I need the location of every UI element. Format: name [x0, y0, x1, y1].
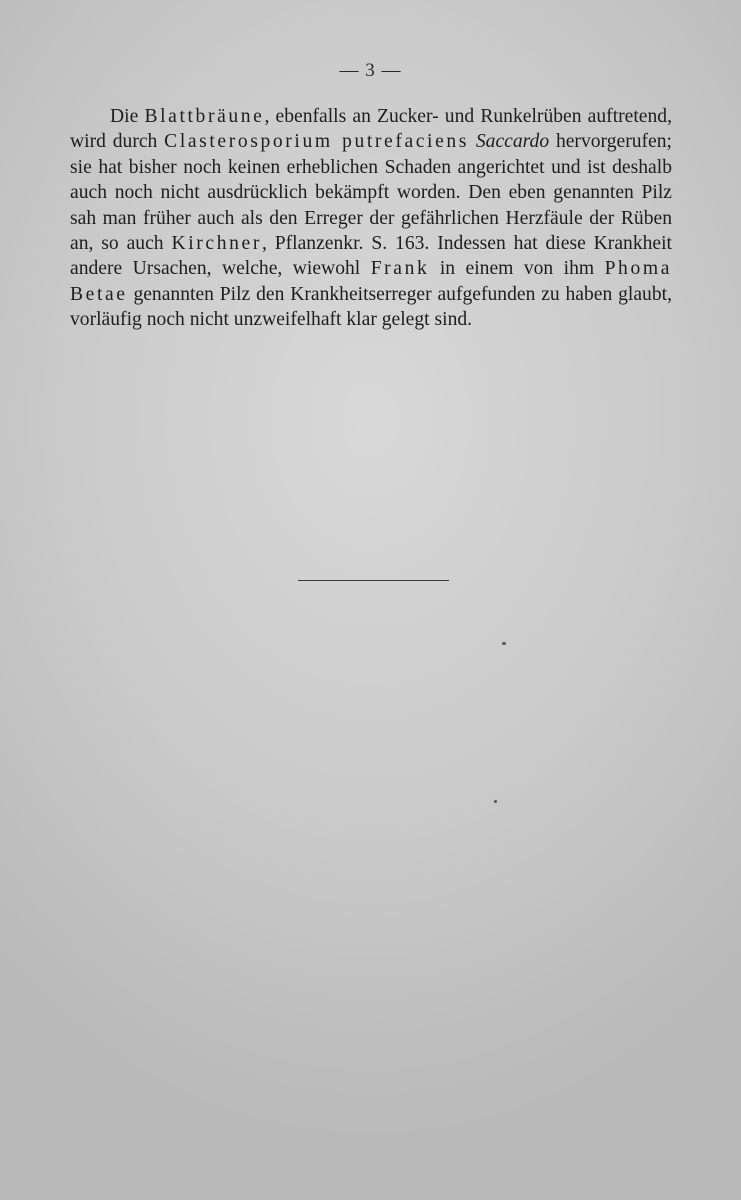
text-segment: , ebenfalls an Zucker- und Runkelrüben auftretend, wird durch [70, 106, 672, 153]
text-segment: genannten Pilz den Krankheitserreger aufgefunden zu haben glaubt, vorläufig noch nicht unzweifelhaft klar gelegt sind. [70, 283, 672, 331]
term-phoma-betae: Phoma Betae [70, 258, 672, 305]
page-number: — 3 — [339, 60, 402, 81]
paper-speck [494, 800, 497, 803]
text-segment: in einem von ihm [439, 258, 595, 280]
text-segment: hervorgerufen; sie hat bisher noch keinen erheblichen Schaden angerichtet und ist deshalb auch noch nicht ausdrücklich bekämpft worden. Den eben genannten Pilz sah man früher auch als den Erreger der gefährlichen Herzfäule der Rüben an, so auch [70, 131, 672, 255]
text-segment: , Pflanzenkr. S. 163. Indessen hat diese Krankheit andere Ursachen, welche, wiewohl [70, 233, 673, 280]
term-clasterosporium: Clasterosporium putrefaciens [164, 131, 470, 153]
name-kirchner: Kirchner [171, 233, 262, 255]
term-blattbraeune: Blattbräune [144, 106, 265, 127]
section-end-rule [298, 580, 449, 581]
author-saccardo: Saccardo [475, 131, 550, 153]
name-frank: Frank [370, 258, 430, 280]
paper-speck [502, 642, 506, 645]
body-paragraph [70, 104, 672, 333]
text-segment: Die [110, 106, 139, 127]
